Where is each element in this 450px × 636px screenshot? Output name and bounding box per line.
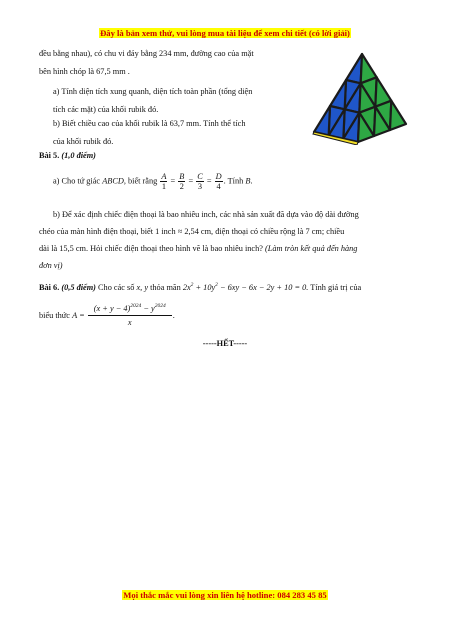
equals-3: = [206, 176, 212, 186]
bai6-expr-denominator: x [127, 318, 132, 327]
rubik-face-blue [346, 54, 362, 83]
bai5-a [53, 172, 253, 191]
rubik-face-blue [314, 106, 330, 135]
bai6-eq-c: − 6xy − 6x − 2y + 10 = 0. [217, 283, 309, 292]
fraction-a-den: 1 [161, 182, 166, 191]
bai6-equation [183, 283, 309, 292]
bai4-line2: bên hình chóp là 67,5 mm . [39, 67, 130, 76]
bai5-a-mid: , biết rằng [123, 176, 158, 186]
fraction-d-den: 4 [216, 182, 221, 191]
bai6-expr-numerator [88, 302, 172, 316]
fraction-d [215, 172, 223, 191]
bai4-a-line2: tích các mặt) của khối rubik đó. [53, 105, 159, 114]
bai6-text3: Tính giá trị của [310, 283, 362, 292]
bai5-a-prefix: a) Cho tứ giác [53, 176, 101, 186]
equals-1: = [170, 176, 176, 186]
bai5-b-line3-italic: (Làm tròn kết quả đến hàng [265, 244, 358, 253]
equals-2: = [188, 176, 194, 186]
fraction-a-num: A [161, 172, 167, 181]
fraction-c-num: C [197, 172, 203, 181]
bai4-line1: đều bằng nhau), có chu vi đáy bằng 234 mm, đường cao của mặt [39, 49, 254, 58]
bai6-expr-dot: . [172, 311, 175, 320]
bai5-b-line2: chéo của màn hình điện thoại, biết 1 inch ≈ 2,54 cm, điện thoại có chiều rộng là 7 cm; chiều [39, 227, 345, 236]
bai5-b-line4: đơn vị) [39, 261, 63, 270]
bai6-points: (0,5 điểm) [61, 283, 96, 292]
bai6-title: Bài 6. [39, 283, 60, 292]
bai5-title: Bài 5. [39, 151, 60, 160]
fraction-c [196, 172, 204, 191]
bai6-text2: thỏa mãn [150, 283, 181, 292]
bai6-expr-label: biểu thức [39, 311, 70, 320]
rubik-face-blue [330, 80, 346, 109]
bai6-vars: x, y [136, 283, 149, 292]
bai6-eq-b: + 10y [193, 283, 216, 292]
fraction-b [178, 172, 185, 191]
top-banner-text: Đây là bản xem thử, vui lòng mua tài liệu để xem chi tiết (có lời giải) [100, 28, 350, 38]
bai5-b-line1: b) Để xác định chiếc điện thoại là bao nhiêu inch, các nhà sản xuất đã dựa vào độ dài đường [53, 210, 359, 219]
fraction-d-num: D [215, 172, 222, 181]
bottom-banner-text: Mọi thắc mắc vui lòng xin liên hệ hotline: 084 283 45 85 [123, 590, 327, 600]
bai6-expr-var: A = [72, 311, 85, 320]
fraction-a [160, 172, 167, 191]
bai4-b-line1: b) Biết chiều cao của khối rubik là 63,7 mm. Tính thể tích [53, 119, 246, 128]
bai5-a-end: . Tính [223, 176, 244, 186]
bai6-expression [39, 302, 175, 329]
bai5-a-dot: . [250, 176, 253, 186]
fraction-b-num: B [179, 172, 185, 181]
bai5-a-ask: B [245, 176, 251, 186]
bai5-a-quad: ABCD [102, 176, 124, 186]
bai6-text1: Cho các số [98, 283, 135, 292]
bai6-expr-exp-a: 2024 [130, 303, 142, 309]
bai6-expr-fraction [88, 302, 172, 329]
bai5-points: (1,0 điểm) [61, 151, 96, 160]
fraction-b-den: 2 [179, 182, 184, 191]
bai4-b-line2: của khối rubik đó. [53, 137, 114, 146]
bai6-expr-exp-b: 2024 [154, 303, 166, 309]
bai6-eq-exp2: 2 [215, 282, 218, 288]
bai5-b-line3 [39, 243, 357, 254]
rubik-face-green [390, 101, 406, 130]
bai6-eq-a: 2x [182, 283, 191, 292]
bai4-a-line1: a) Tính diện tích xung quanh, diện tích toàn phần (tổng diện [53, 87, 253, 96]
rubik-pyramid-drawing [313, 54, 406, 145]
end-marker: -----HẾT----- [202, 339, 248, 348]
top-banner [0, 28, 450, 38]
bai6-expr-num-a: (x + y − 4) [93, 304, 131, 313]
bai5-b-line3-text: dài là 15,5 cm. Hỏi chiếc điện thoại theo hình vẽ là bao nhiêu inch? [39, 244, 263, 253]
bai6-expr-num-b: − y [141, 304, 155, 313]
bai6-eq-exp1: 2 [190, 282, 194, 288]
bottom-banner [0, 590, 450, 600]
rubik-pyramid-image [310, 50, 410, 145]
fraction-c-den: 3 [197, 182, 203, 191]
bai5-heading [39, 150, 96, 161]
bai6-line1 [39, 282, 361, 293]
